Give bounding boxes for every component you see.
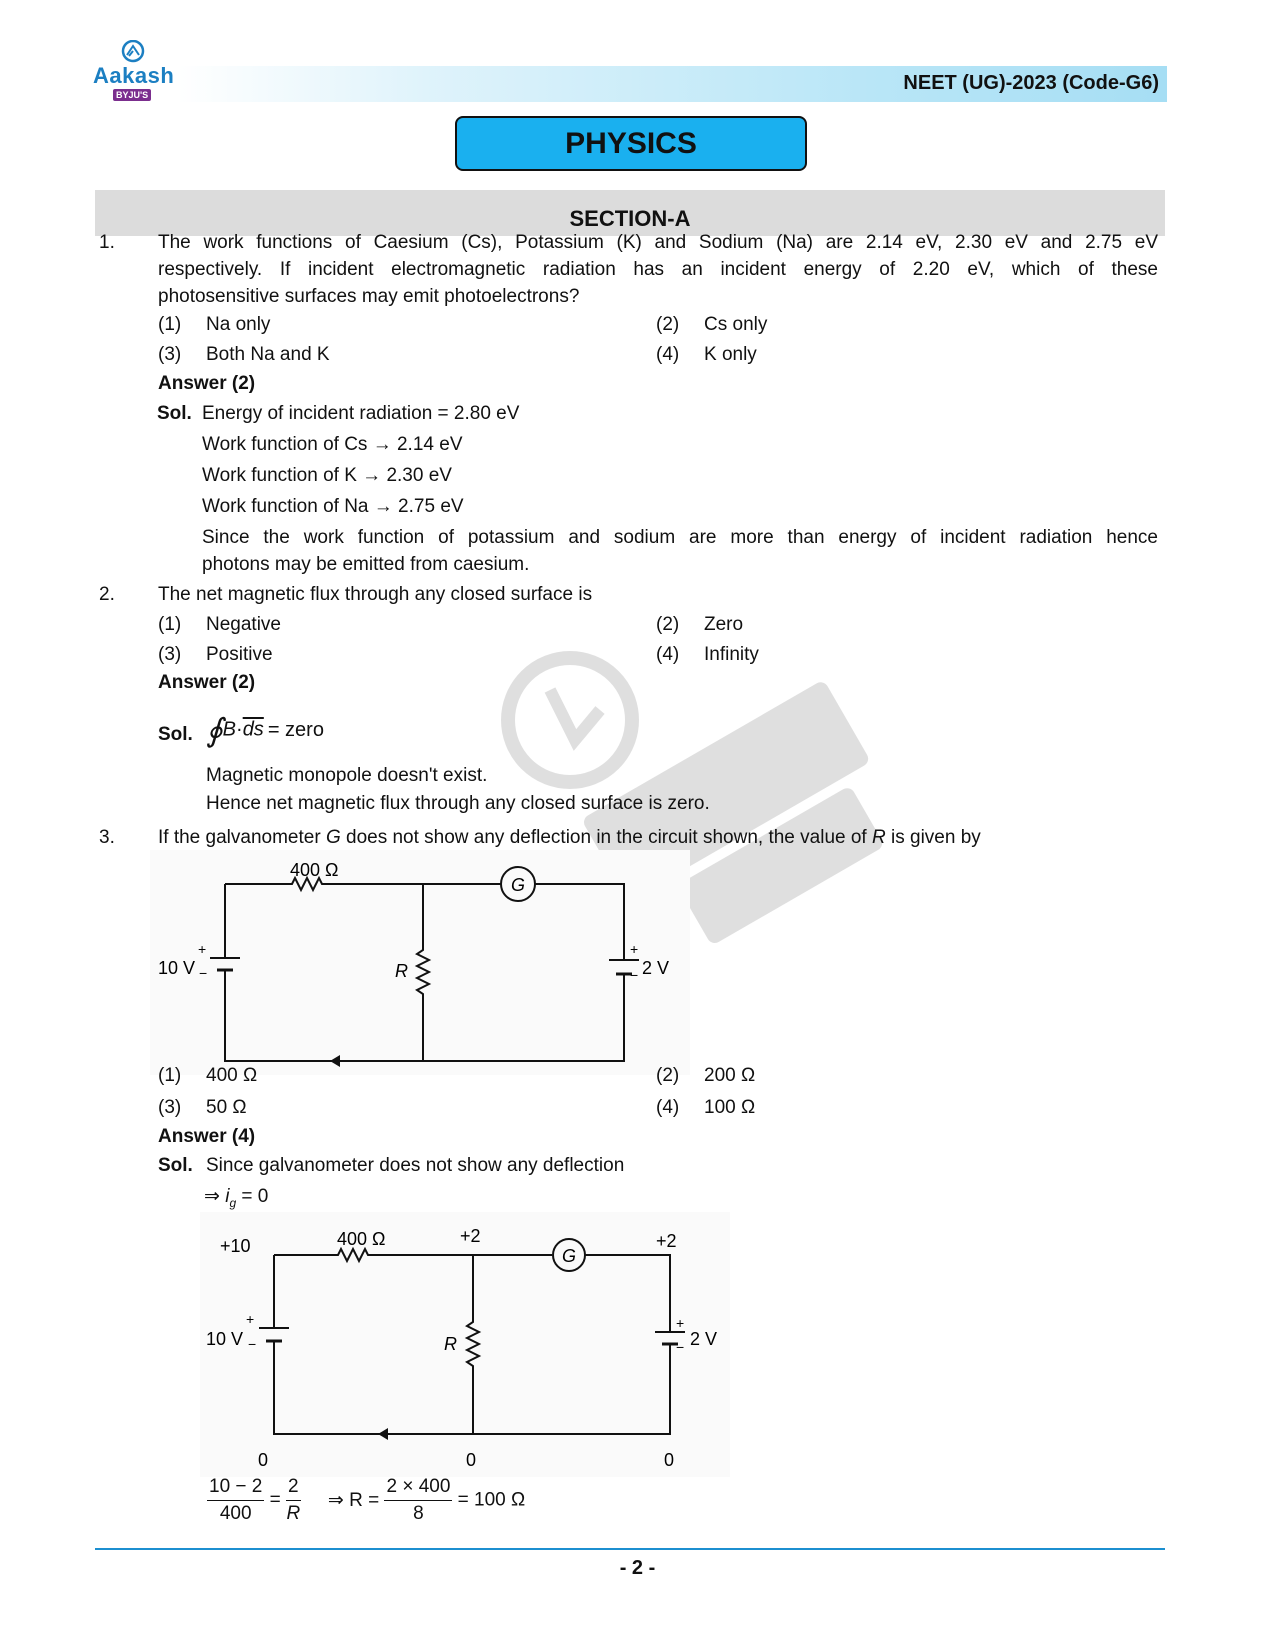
q1-line-2: respectively. If incident electromagnetic radiation has an incident energy of 2.20 eV, which of these <box>158 259 1158 280</box>
c2-minus-right: − <box>676 1339 685 1355</box>
ig-rest: = 0 <box>241 1186 269 1207</box>
subject-title: PHYSICS <box>565 126 697 160</box>
c1-label-10v: 10 V <box>158 958 196 978</box>
q3-option-2-text: 200 Ω <box>704 1065 756 1086</box>
frac-2 <box>286 1474 301 1527</box>
c2-label-g: G <box>561 1246 577 1266</box>
q2-number: 2. <box>99 584 115 605</box>
q3-sol-line-1: Since galvanometer does not show any deflection <box>206 1155 625 1176</box>
c2-label-r: R <box>444 1334 457 1354</box>
equals-sign: = <box>269 1489 281 1511</box>
q2-option-3-number: (3) <box>158 644 182 665</box>
q3-sol-label: Sol. <box>158 1155 193 1176</box>
logo-byjus: BYJU'S <box>113 89 151 101</box>
q1-option-2-number: (2) <box>656 314 680 335</box>
q3-text-a: If the galvanometer <box>158 827 326 848</box>
frac-1-num: 10 − 2 <box>207 1474 264 1501</box>
q3-text-c: is given by <box>885 827 981 848</box>
footer-rule <box>95 1548 1165 1550</box>
q2-answer: Answer (2) <box>158 672 256 693</box>
q2-sol-line-1: Magnetic monopole doesn't exist. <box>206 765 488 786</box>
c2-plus-left: + <box>246 1311 255 1327</box>
frac-2-den: R <box>286 1503 301 1524</box>
q1-sol-line-1: Energy of incident radiation = 2.80 eV <box>202 403 520 424</box>
q3-option-1-text: 400 Ω <box>206 1065 258 1086</box>
c1-label-400: 400 Ω <box>290 860 339 880</box>
q2-sol-line-2: Hence net magnetic flux through any closed surface is zero. <box>206 793 710 814</box>
header-title: NEET (UG)-2023 (Code-G6) <box>903 72 1159 94</box>
c1-label-r: R <box>395 961 408 981</box>
q1-line-3: photosensitive surfaces may emit photoelectrons? <box>158 286 580 307</box>
q2-option-3-text: Positive <box>206 644 273 665</box>
formula-rhs: = zero <box>267 718 324 741</box>
final-result: = 100 Ω <box>457 1489 526 1511</box>
c2-zero-mid: 0 <box>466 1450 477 1470</box>
c2-potential-right: +2 <box>656 1231 677 1251</box>
subject-title-box <box>455 116 807 171</box>
c1-plus-left: + <box>198 941 207 957</box>
c2-label-2v: 2 V <box>690 1329 718 1349</box>
formula-ds: $\overline{ds}$ <box>242 718 264 741</box>
c1-minus-right: − <box>630 967 639 983</box>
q3-option-3-text: 50 Ω <box>206 1097 247 1118</box>
dot-operator-icon: · <box>236 718 243 741</box>
q3-option-4-number: (4) <box>656 1097 680 1118</box>
q2-option-2-text: Zero <box>704 614 744 635</box>
circuit-diagram-2 <box>200 1212 730 1477</box>
q1-option-1-text: Na only <box>206 314 271 335</box>
c2-label-400: 400 Ω <box>337 1229 386 1249</box>
frac-3-den: 8 <box>413 1503 424 1524</box>
q2-formula <box>206 708 324 752</box>
section-title: SECTION-A <box>569 206 691 231</box>
c1-minus-left: − <box>199 965 208 981</box>
c2-potential-mid: +2 <box>460 1226 481 1246</box>
frac-3-num: 2 × 400 <box>384 1474 452 1501</box>
formula-b: B <box>222 718 237 741</box>
q1-option-3-number: (3) <box>158 344 182 365</box>
contour-integral-icon: ∮ <box>206 711 223 749</box>
c1-label-g: G <box>510 875 526 895</box>
q1-sol-label: Sol. <box>157 403 192 424</box>
q1-option-3-text: Both Na and K <box>206 344 330 365</box>
q3-option-1-number: (1) <box>158 1065 182 1086</box>
q1-sol-line-5: Since the work function of potassium and sodium are more than energy of incident radiation hence <box>202 527 1158 548</box>
frac-1 <box>207 1474 264 1527</box>
ig-sub: g <box>229 1195 237 1210</box>
q1-option-4-number: (4) <box>656 344 680 365</box>
c2-zero-left: 0 <box>258 1450 269 1470</box>
c2-potential-left: +10 <box>220 1236 251 1256</box>
c2-plus-right: + <box>676 1315 685 1331</box>
q2-sol-label: Sol. <box>158 724 193 745</box>
ig-i: i <box>225 1186 230 1207</box>
q3-option-2-number: (2) <box>656 1065 680 1086</box>
c1-label-2v: 2 V <box>642 958 670 978</box>
frac-1-den: 400 <box>219 1503 252 1524</box>
q3-option-3-number: (3) <box>158 1097 182 1118</box>
page-number: - 2 - <box>619 1557 656 1579</box>
q1-sol-line-3: Work function of K → 2.30 eV <box>202 465 452 486</box>
q2-option-4-number: (4) <box>656 644 680 665</box>
q3-text-b: does not show any deflection in the circuit shown, the value of <box>340 827 872 848</box>
q2-option-4-text: Infinity <box>704 644 759 665</box>
frac-3 <box>384 1474 452 1527</box>
implies-r: ⇒ R = <box>327 1490 380 1511</box>
c2-label-10v: 10 V <box>206 1329 244 1349</box>
q3-number: 3. <box>99 827 115 848</box>
q1-answer: Answer (2) <box>158 373 256 394</box>
q1-option-2-text: Cs only <box>704 314 768 335</box>
q2-option-2-number: (2) <box>656 614 680 635</box>
q3-line-1 <box>158 824 981 851</box>
circuit-diagram-1 <box>150 850 690 1075</box>
q1-sol-line-2: Work function of Cs → 2.14 eV <box>202 434 463 455</box>
q1-line-1: The work functions of Caesium (Cs), Potassium (K) and Sodium (Na) are 2.14 eV, 2.30 eV and 2.75 eV <box>158 232 1158 253</box>
q3-option-4-text: 100 Ω <box>704 1097 756 1118</box>
q3-text-r: R <box>871 827 886 848</box>
q2-line-1: The net magnetic flux through any closed surface is <box>158 584 593 605</box>
c2-minus-left: − <box>248 1336 257 1352</box>
q1-sol-line-4: Work function of Na → 2.75 eV <box>202 496 464 517</box>
q3-answer: Answer (4) <box>158 1126 256 1147</box>
q2-option-1-number: (1) <box>158 614 182 635</box>
implies-icon: ⇒ <box>204 1186 220 1207</box>
q3-final-equation <box>207 1474 525 1527</box>
q3-text-g: G <box>325 827 341 848</box>
q1-sol-line-6: photons may be emitted from caesium. <box>202 554 530 575</box>
logo-text: Aakash <box>93 63 175 88</box>
q1-number: 1. <box>99 232 115 253</box>
c2-zero-right: 0 <box>664 1450 675 1470</box>
c1-plus-right: + <box>630 941 639 957</box>
q1-option-1-number: (1) <box>158 314 182 335</box>
q2-option-1-text: Negative <box>206 614 281 635</box>
q1-option-4-text: K only <box>704 344 757 365</box>
frac-2-num: 2 <box>286 1474 301 1501</box>
